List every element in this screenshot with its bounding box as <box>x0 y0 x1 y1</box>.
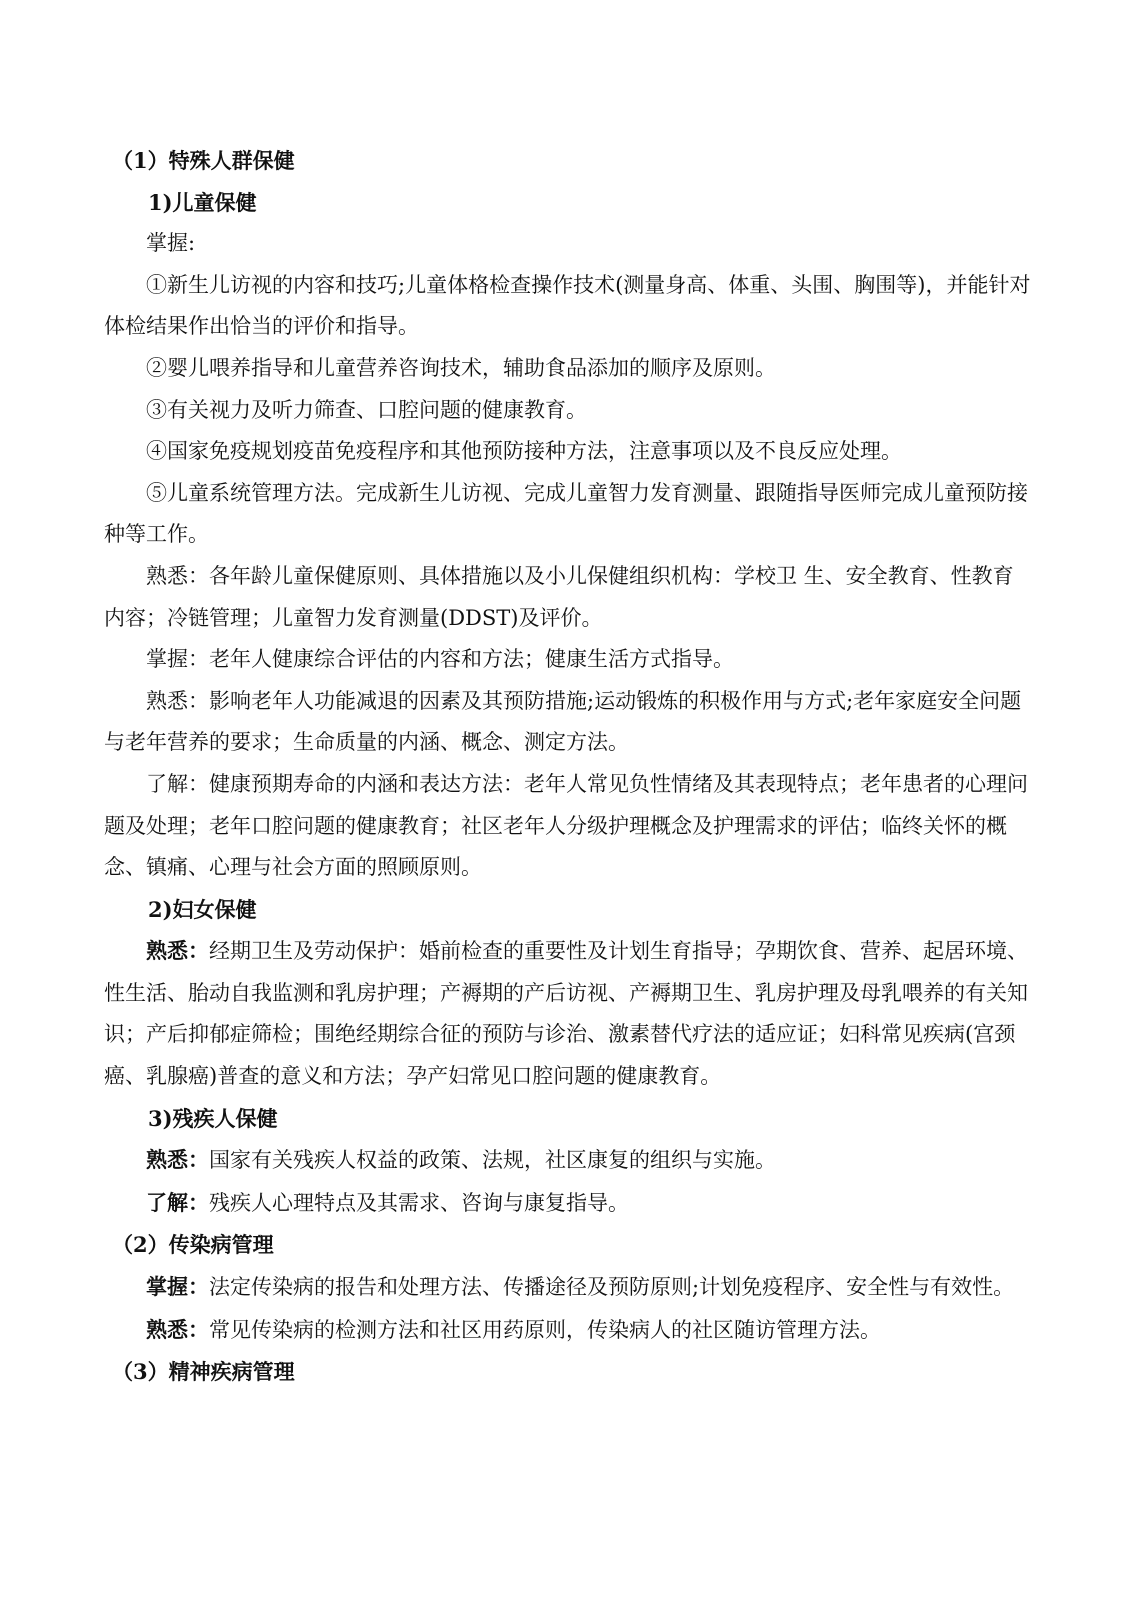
master-label: 掌握： <box>146 1274 209 1300</box>
document-page <box>104 140 1034 1393</box>
paragraph-understand-disabled <box>104 1182 1034 1225</box>
paragraph-master-infectious <box>104 1266 1034 1309</box>
paragraph-master-elderly: 掌握：老年人健康综合评估的内容和方法；健康生活方式指导。 <box>146 647 734 672</box>
familiar-label: 熟悉： <box>146 938 209 964</box>
paragraph-item-3: ③有关视力及听力筛查、口腔问题的健康教育。 <box>146 397 587 422</box>
paragraph-familiar-women <box>104 930 1034 1097</box>
paragraph-familiar-elderly: 熟悉：影响老年人功能减退的因素及其预防措施;运动锻炼的积极作用与方式;老年家庭安全问题与老年营养的要求；生命质量的内涵、概念、测定方法。 <box>104 688 1022 755</box>
paragraph-familiar-child: 熟悉：各年龄儿童保健原则、具体措施以及小儿保健组织机构：学校卫 生、安全教育、性教育内容；冷链管理；儿童智力发育测量(DDST)及评价。 <box>104 563 1014 630</box>
master-text: 法定传染病的报告和处理方法、传播途径及预防原则;计划免疫程序、安全性与有效性。 <box>209 1275 1015 1300</box>
paragraph-item-5: ⑤儿童系统管理方法。完成新生儿访视、完成儿童智力发育测量、跟随指导医师完成儿童预防接种等工作。 <box>104 480 1028 547</box>
subsection-heading-disabled-health: 3)残疾人保健 <box>148 1105 278 1131</box>
understand-label: 了解： <box>146 1189 209 1215</box>
subsection-heading-child-health: 1)儿童保健 <box>148 189 257 215</box>
paragraph-item-1: ①新生儿访视的内容和技巧;儿童体格检查操作技术(测量身高、体重、头围、胸围等)，并能针对体检结果作出恰当的评价和指导。 <box>104 272 1031 339</box>
familiar-text: 常见传染病的检测方法和社区用药原则，传染病人的社区随访管理方法。 <box>209 1317 881 1342</box>
paragraph-item-2: ②婴儿喂养指导和儿童营养咨询技术，辅助食品添加的顺序及原则。 <box>146 355 776 380</box>
paragraph-familiar-disabled <box>104 1139 1034 1182</box>
familiar-label: 熟悉： <box>146 1147 209 1173</box>
subsection-heading-women-health: 2)妇女保健 <box>148 896 257 922</box>
paragraph-familiar-infectious <box>104 1309 1034 1352</box>
paragraph-understand-elderly: 了解：健康预期寿命的内涵和表达方法：老年人常见负性情绪及其表现特点；老年患者的心理问题及处理；老年口腔问题的健康教育；社区老年人分级护理概念及护理需求的评估；临终关怀的概念、镇痛、心理与社会方面的照顾原则。 <box>104 771 1028 880</box>
familiar-text: 经期卫生及劳动保护：婚前检查的重要性及计划生育指导；孕期饮食、营养、起居环境、性生活、胎动自我监测和乳房护理；产褥期的产后访视、产褥期卫生、乳房护理及母乳喂养的有关知识；产后抑郁症筛检；围绝经期综合征的预防与诊治、激素替代疗法的适应证；妇科常见疾病(宫颈癌、乳腺癌)普查的意义和方法；孕产妇常见口腔问题的健康教育。 <box>104 939 1028 1089</box>
master-label: 掌握: <box>146 231 196 256</box>
familiar-text: 国家有关残疾人权益的政策、法规，社区康复的组织与实施。 <box>209 1148 776 1173</box>
section-heading-infectious-disease: （2）传染病管理 <box>112 1232 274 1258</box>
section-heading-mental-illness: （3）精神疾病管理 <box>112 1359 295 1385</box>
understand-text: 残疾人心理特点及其需求、咨询与康复指导。 <box>209 1190 629 1215</box>
familiar-label: 熟悉： <box>146 1316 209 1342</box>
paragraph-item-4: ④国家免疫规划疫苗免疫程序和其他预防接种方法，注意事项以及不良反应处理。 <box>146 439 902 464</box>
section-heading-special-population: （1）特殊人群保健 <box>112 148 295 173</box>
